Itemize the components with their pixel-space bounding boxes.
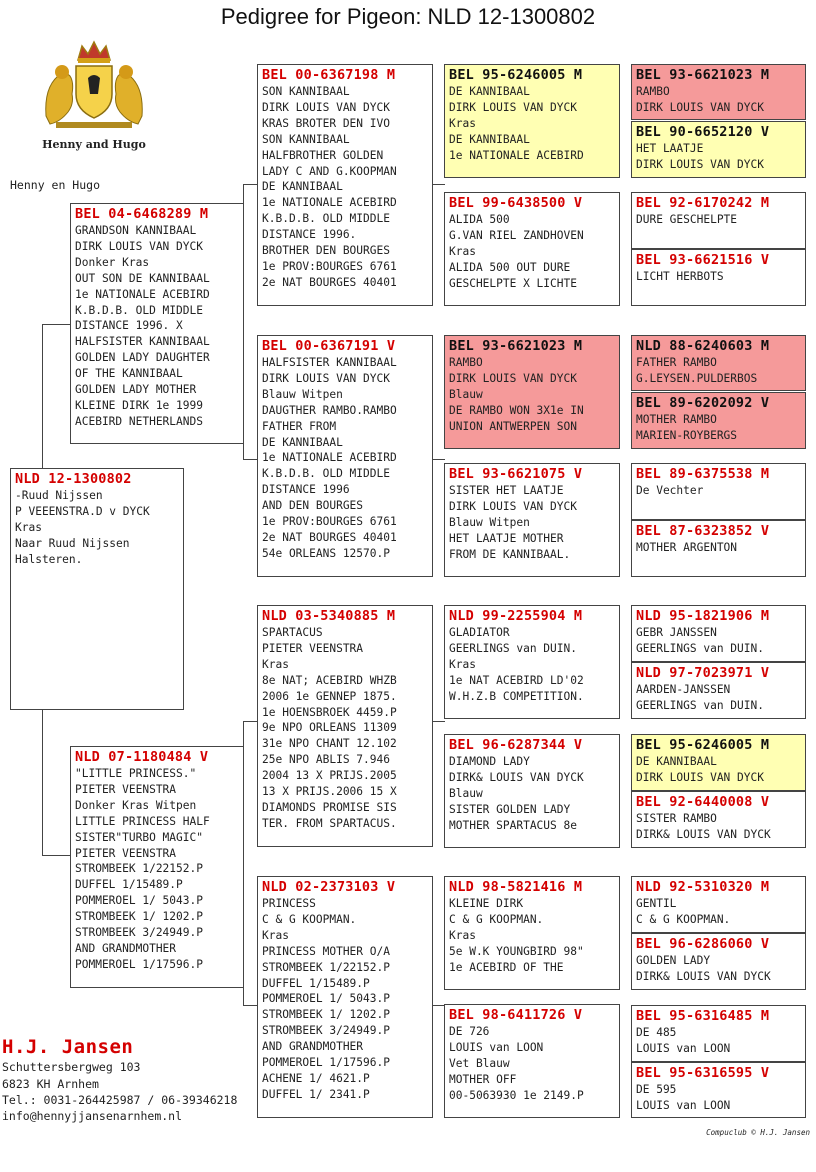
info-line: Blauw — [449, 387, 483, 401]
info-line: K.B.D.B. OLD MIDDLE — [262, 467, 390, 481]
connector-line — [243, 184, 258, 185]
gen4-card — [631, 192, 806, 249]
gen4-card — [631, 734, 806, 791]
info-line: DE 595 — [636, 1083, 677, 1096]
info-line: GOLDEN LADY DAUGHTER — [75, 351, 210, 365]
info-line: SON KANNIBAAL — [262, 85, 350, 98]
ring-number: NLD 07-1180484 V — [75, 749, 209, 765]
info-line: 1e NATIONALE ACEBIRD — [262, 451, 397, 465]
page-title: Pedigree for Pigeon: NLD 12-1300802 — [220, 4, 596, 29]
info-line: 2006 1e GENNEP 1875. — [262, 689, 397, 703]
gen4-card — [631, 662, 806, 719]
info-line: LADY C AND G.KOOPMAN — [262, 164, 397, 178]
ring-number: NLD 03-5340885 M — [262, 608, 396, 624]
info-line: MOTHER RAMBO — [636, 413, 717, 426]
info-line: PRINCESS MOTHER O/A — [262, 944, 390, 958]
info-line: 54e ORLEANS 12570.P — [262, 546, 390, 560]
ring-number: BEL 92-6440008 V — [636, 794, 770, 810]
info-line: MARIEN-ROYBERGS — [636, 428, 738, 442]
info-line: DISTANCE 1996 — [262, 483, 350, 497]
connector-line — [432, 721, 445, 722]
info-line: DIRK& LOUIS VAN DYCK — [636, 827, 771, 841]
gen4-card — [631, 335, 806, 391]
info-line: Kras — [15, 520, 42, 534]
info-line: LITTLE PRINCESS HALF — [75, 814, 210, 828]
ring-number: NLD 88-6240603 M — [636, 338, 770, 354]
info-line: GEBR JANSSEN — [636, 626, 717, 639]
info-line: Blauw Witpen — [449, 515, 530, 529]
info-line: HET LAATJE MOTHER — [449, 531, 564, 545]
info-line: GRANDSON KANNIBAAL — [75, 224, 197, 237]
connector-line — [42, 324, 71, 325]
ring-number: BEL 04-6468289 M — [75, 206, 209, 222]
connector-line — [42, 855, 71, 856]
info-line: Blauw — [449, 786, 483, 800]
ring-number: BEL 95-6246005 M — [636, 737, 770, 753]
ring-number: BEL 99-6438500 V — [449, 195, 583, 211]
coat-of-arms-logo — [38, 38, 150, 138]
info-line: POMMEROEL 1/ 5043.P — [262, 992, 390, 1006]
great-grandparent-card — [444, 605, 620, 719]
info-line: OUT SON DE KANNIBAAL — [75, 271, 210, 285]
info-line: STROMBEEK 1/ 1202.P — [75, 910, 203, 924]
info-line: HALFSISTER KANNIBAAL — [262, 356, 397, 369]
great-grandparent-card — [444, 463, 620, 577]
info-line: KLEINE DIRK — [449, 897, 524, 910]
info-line: DE 726 — [449, 1025, 490, 1038]
info-line: DISTANCE 1996. — [262, 228, 357, 242]
grandparent-card — [257, 335, 433, 577]
info-line: DE KANNIBAAL — [449, 132, 530, 146]
info-line: AND DEN BOURGES — [262, 499, 364, 513]
email-link[interactable]: info@hennyjjansenarnhem.nl — [2, 1109, 183, 1123]
info-line: DIRK& LOUIS VAN DYCK — [449, 770, 584, 784]
ring-number: NLD 99-2255904 M — [449, 608, 583, 624]
dam-card — [70, 746, 244, 988]
info-line: 2e NAT BOURGES 40401 — [262, 275, 397, 289]
info-line: Donker Kras Witpen — [75, 798, 197, 812]
info-line: GOLDEN LADY — [636, 954, 711, 967]
ring-number: BEL 93-6621075 V — [449, 466, 583, 482]
info-line: K.B.D.B. OLD MIDDLE — [75, 303, 203, 317]
ring-number: BEL 93-6621023 M — [636, 67, 770, 83]
breeder-note: Henny en Hugo — [10, 178, 101, 192]
info-line: DISTANCE 1996. X — [75, 319, 183, 333]
info-line: GEERLINGS van DUIN. — [449, 641, 577, 655]
ring-number: BEL 92-6170242 M — [636, 195, 770, 211]
ring-number: BEL 95-6316485 M — [636, 1008, 770, 1024]
ring-number: NLD 95-1821906 M — [636, 608, 770, 624]
ring-number: BEL 89-6375538 M — [636, 466, 770, 482]
ring-number: BEL 90-6652120 V — [636, 124, 770, 140]
info-line: -Ruud Nijssen — [15, 489, 103, 502]
great-grandparent-card — [444, 64, 620, 178]
info-line: ALIDA 500 OUT DURE — [449, 260, 571, 274]
info-line: LOUIS van LOON — [636, 1098, 731, 1112]
info-line: Donker Kras — [75, 255, 150, 269]
info-line: MOTHER SPARTACUS 8e — [449, 818, 577, 832]
info-line: STROMBEEK 3/24949.P — [262, 1024, 390, 1038]
gen4-card — [631, 933, 806, 990]
info-line: DIRK LOUIS VAN DYCK — [636, 100, 764, 114]
info-line: SISTER"TURBO MAGIC" — [75, 830, 203, 844]
logo-caption: Henny and Hugo — [42, 138, 146, 151]
info-line: HET LAATJE — [636, 142, 704, 155]
info-line: DE RAMBO WON 3X1e IN — [449, 403, 584, 417]
info-line: PRINCESS — [262, 897, 316, 910]
subject-pigeon-card — [10, 468, 184, 710]
info-line: 8e NAT; ACEBIRD WHZB — [262, 673, 397, 687]
info-line: POMMEROEL 1/17596.P — [75, 957, 203, 971]
info-line: Vet Blauw — [449, 1056, 510, 1070]
ring-number: BEL 98-6411726 V — [449, 1007, 583, 1023]
info-line: STROMBEEK 1/ 1202.P — [262, 1008, 390, 1022]
info-line: PIETER VEENSTRA — [75, 782, 177, 796]
info-line: 25e NPO ABLIS 7.946 — [262, 753, 390, 767]
info-line: FATHER FROM — [262, 419, 337, 433]
info-line: STROMBEEK 3/24949.P — [75, 926, 203, 940]
info-line: UNION ANTWERPEN SON — [449, 419, 577, 433]
credit-text: Compuclub © H.J. Jansen — [706, 1128, 810, 1137]
grandparent-card — [257, 876, 433, 1118]
info-line: AARDEN-JANSSEN — [636, 683, 731, 696]
info-line: STROMBEEK 1/22152.P — [262, 960, 390, 974]
connector-line — [243, 1005, 258, 1006]
info-line: DUFFEL 1/ 2341.P — [262, 1087, 370, 1101]
info-line: DURE GESCHELPTE — [636, 213, 738, 226]
ring-number: BEL 93-6621023 M — [449, 338, 583, 354]
ring-number: BEL 93-6621516 V — [636, 252, 770, 268]
info-line: GEERLINGS van DUIN. — [636, 641, 764, 655]
info-line: 1e PROV:BOURGES 6761 — [262, 259, 397, 273]
info-line: ACEBIRD NETHERLANDS — [75, 414, 203, 428]
info-line: MOTHER ARGENTON — [636, 541, 738, 554]
postcode-line: 6823 KH Arnhem — [2, 1077, 99, 1091]
info-line: RAMBO — [449, 356, 483, 369]
info-line: BROTHER DEN BOURGES — [262, 244, 390, 258]
info-line: PIETER VEENSTRA — [75, 846, 177, 860]
info-line: FATHER RAMBO — [636, 356, 717, 369]
grandparent-card — [257, 605, 433, 847]
info-line: Halsteren. — [15, 552, 83, 566]
info-line: MOTHER OFF — [449, 1072, 517, 1086]
info-line: 2004 13 X PRIJS.2005 — [262, 769, 397, 783]
ring-number: NLD 02-2373103 V — [262, 879, 396, 895]
info-line: C & G KOOPMAN. — [636, 912, 731, 926]
info-line: DIRK LOUIS VAN DYCK — [75, 239, 203, 253]
info-line: HALFSISTER KANNIBAAL — [75, 335, 210, 349]
ring-number: NLD 97-7023971 V — [636, 665, 770, 681]
ring-number: BEL 96-6287344 V — [449, 737, 583, 753]
address-line: Schuttersbergweg 103 — [2, 1060, 141, 1074]
info-line: 00-5063930 1e 2149.P — [449, 1088, 584, 1102]
info-line: P VEEENSTRA.D v DYCK — [15, 504, 150, 518]
info-line: PIETER VEENSTRA — [262, 641, 364, 655]
info-line: W.H.Z.B COMPETITION. — [449, 689, 584, 703]
info-line: HALFBROTHER GOLDEN — [262, 148, 384, 162]
info-line: G.VAN RIEL ZANDHOVEN — [449, 228, 584, 242]
info-line: DIRK LOUIS VAN DYCK — [449, 371, 577, 385]
info-line: DUFFEL 1/15489.P — [262, 976, 370, 990]
info-line: GOLDEN LADY MOTHER — [75, 383, 197, 397]
phone-line: Tel.: 0031-264425987 / 06-39346218 — [2, 1093, 238, 1107]
great-grandparent-card — [444, 876, 620, 990]
info-line: "LITTLE PRINCESS." — [75, 767, 197, 780]
info-line: 5e W.K YOUNGBIRD 98" — [449, 944, 584, 958]
info-line: DIRK LOUIS VAN DYCK — [449, 100, 577, 114]
ring-number: BEL 96-6286060 V — [636, 936, 770, 952]
sire-card — [70, 203, 244, 444]
gen4-card — [631, 64, 806, 120]
info-line: 1e NATIONALE ACEBIRD — [449, 148, 584, 162]
great-grandparent-card — [444, 335, 620, 449]
info-line: 1e HOENSBROEK 4459.P — [262, 705, 397, 719]
gen4-card — [631, 791, 806, 848]
info-line: De Vechter — [636, 484, 704, 497]
info-line: DE KANNIBAAL — [636, 755, 717, 768]
info-line: 1e ACEBIRD OF THE — [449, 960, 564, 974]
ring-number: BEL 00-6367191 V — [262, 338, 396, 354]
info-line: AND GRANDMOTHER — [262, 1040, 364, 1054]
connector-line — [42, 324, 43, 469]
info-line: DIRK LOUIS VAN DYCK — [636, 157, 764, 171]
info-line: SISTER RAMBO — [636, 812, 717, 825]
gen4-card — [631, 605, 806, 662]
ring-number: BEL 95-6246005 M — [449, 67, 583, 83]
gen4-card — [631, 876, 806, 933]
info-line: LOUIS van LOON — [636, 1041, 731, 1055]
info-line: 1e NATIONALE ACEBIRD — [75, 287, 210, 301]
info-line: DAUGTHER RAMBO.RAMBO — [262, 403, 397, 417]
connector-line — [243, 721, 258, 722]
info-line: STROMBEEK 1/22152.P — [75, 862, 203, 876]
gen4-card — [631, 1062, 806, 1118]
info-line: Kras — [449, 928, 476, 942]
ring-number: BEL 89-6202092 V — [636, 395, 770, 411]
info-line: K.B.D.B. OLD MIDDLE — [262, 212, 390, 226]
info-line: KLEINE DIRK 1e 1999 — [75, 398, 203, 412]
info-line: POMMEROEL 1/ 5043.P — [75, 894, 203, 908]
connector-line — [432, 184, 445, 185]
info-line: RAMBO — [636, 85, 670, 98]
info-line: ALIDA 500 — [449, 213, 510, 226]
ring-number: BEL 87-6323852 V — [636, 523, 770, 539]
ring-number: BEL 00-6367198 M — [262, 67, 396, 83]
info-line: Kras — [449, 657, 476, 671]
info-line: GEERLINGS van DUIN. — [636, 698, 764, 712]
info-line: OF THE KANNIBAAL — [75, 367, 183, 381]
info-line: GESCHELPTE X LICHTE — [449, 276, 577, 290]
info-line: POMMEROEL 1/17596.P — [262, 1056, 390, 1070]
info-line: 1e PROV:BOURGES 6761 — [262, 515, 397, 529]
info-line: DIRK LOUIS VAN DYCK — [449, 499, 577, 513]
connector-line — [243, 459, 258, 460]
info-line: C & G KOOPMAN. — [449, 912, 544, 926]
gen4-card — [631, 520, 806, 577]
info-line: SPARTACUS — [262, 626, 323, 639]
ring-number: NLD 12-1300802 — [15, 471, 132, 487]
info-line: DUFFEL 1/15489.P — [75, 878, 183, 892]
grandparent-card — [257, 64, 433, 306]
info-line: SISTER HET LAATJE — [449, 484, 564, 497]
info-line: GLADIATOR — [449, 626, 510, 639]
ring-number: BEL 95-6316595 V — [636, 1065, 770, 1081]
info-line: Blauw Witpen — [262, 387, 343, 401]
info-line: 1e NAT ACEBIRD LD'02 — [449, 673, 584, 687]
info-line: DIRK LOUIS VAN DYCK — [636, 770, 764, 784]
info-line: FROM DE KANNIBAAL. — [449, 547, 571, 561]
info-line: 13 X PRIJS.2006 15 X — [262, 785, 397, 799]
info-line: KRAS BROTER DEN IVO — [262, 116, 390, 130]
info-line: GENTIL — [636, 897, 677, 910]
ring-number: NLD 92-5310320 M — [636, 879, 770, 895]
ring-number: NLD 98-5821416 M — [449, 879, 583, 895]
info-line: Kras — [449, 116, 476, 130]
gen4-card — [631, 463, 806, 520]
info-line: LICHT HERBOTS — [636, 270, 724, 283]
info-line: DE KANNIBAAL — [262, 435, 343, 449]
info-line: Kras — [262, 928, 289, 942]
great-grandparent-card — [444, 1004, 620, 1118]
info-line: DIAMOND LADY — [449, 755, 530, 768]
info-line: Kras — [262, 657, 289, 671]
connector-line — [432, 459, 445, 460]
info-line: DIAMONDS PROMISE SIS — [262, 800, 397, 814]
gen4-card — [631, 121, 806, 178]
info-line: Naar Ruud Nijssen — [15, 536, 130, 550]
info-line: SISTER GOLDEN LADY — [449, 802, 571, 816]
info-line: G.LEYSEN.PULDERBOS — [636, 371, 758, 385]
gen4-card — [631, 1005, 806, 1062]
info-line: 31e NPO CHANT 12.102 — [262, 737, 397, 751]
breeder-name: H.J. Jansen — [2, 1036, 134, 1058]
great-grandparent-card — [444, 192, 620, 306]
info-line: DIRK& LOUIS VAN DYCK — [636, 969, 771, 983]
info-line: DIRK LOUIS VAN DYCK — [262, 371, 390, 385]
gen4-card — [631, 249, 806, 306]
info-line: 1e NATIONALE ACEBIRD — [262, 196, 397, 210]
info-line: SON KANNIBAAL — [262, 132, 350, 146]
info-line: TER. FROM SPARTACUS. — [262, 816, 397, 830]
connector-line — [42, 709, 43, 855]
info-line: ACHENE 1/ 4621.P — [262, 1071, 370, 1085]
info-line: DIRK LOUIS VAN DYCK — [262, 100, 390, 114]
gen4-card — [631, 392, 806, 449]
great-grandparent-card — [444, 734, 620, 848]
info-line: LOUIS van LOON — [449, 1040, 544, 1054]
info-line: Kras — [449, 244, 476, 258]
info-line: DE 485 — [636, 1026, 677, 1039]
info-line: DE KANNIBAAL — [449, 85, 530, 98]
info-line: 2e NAT BOURGES 40401 — [262, 530, 397, 544]
info-line: C & G KOOPMAN. — [262, 912, 357, 926]
info-line: AND GRANDMOTHER — [75, 941, 177, 955]
info-line: DE KANNIBAAL — [262, 180, 343, 194]
info-line: 9e NPO ORLEANS 11309 — [262, 721, 397, 735]
